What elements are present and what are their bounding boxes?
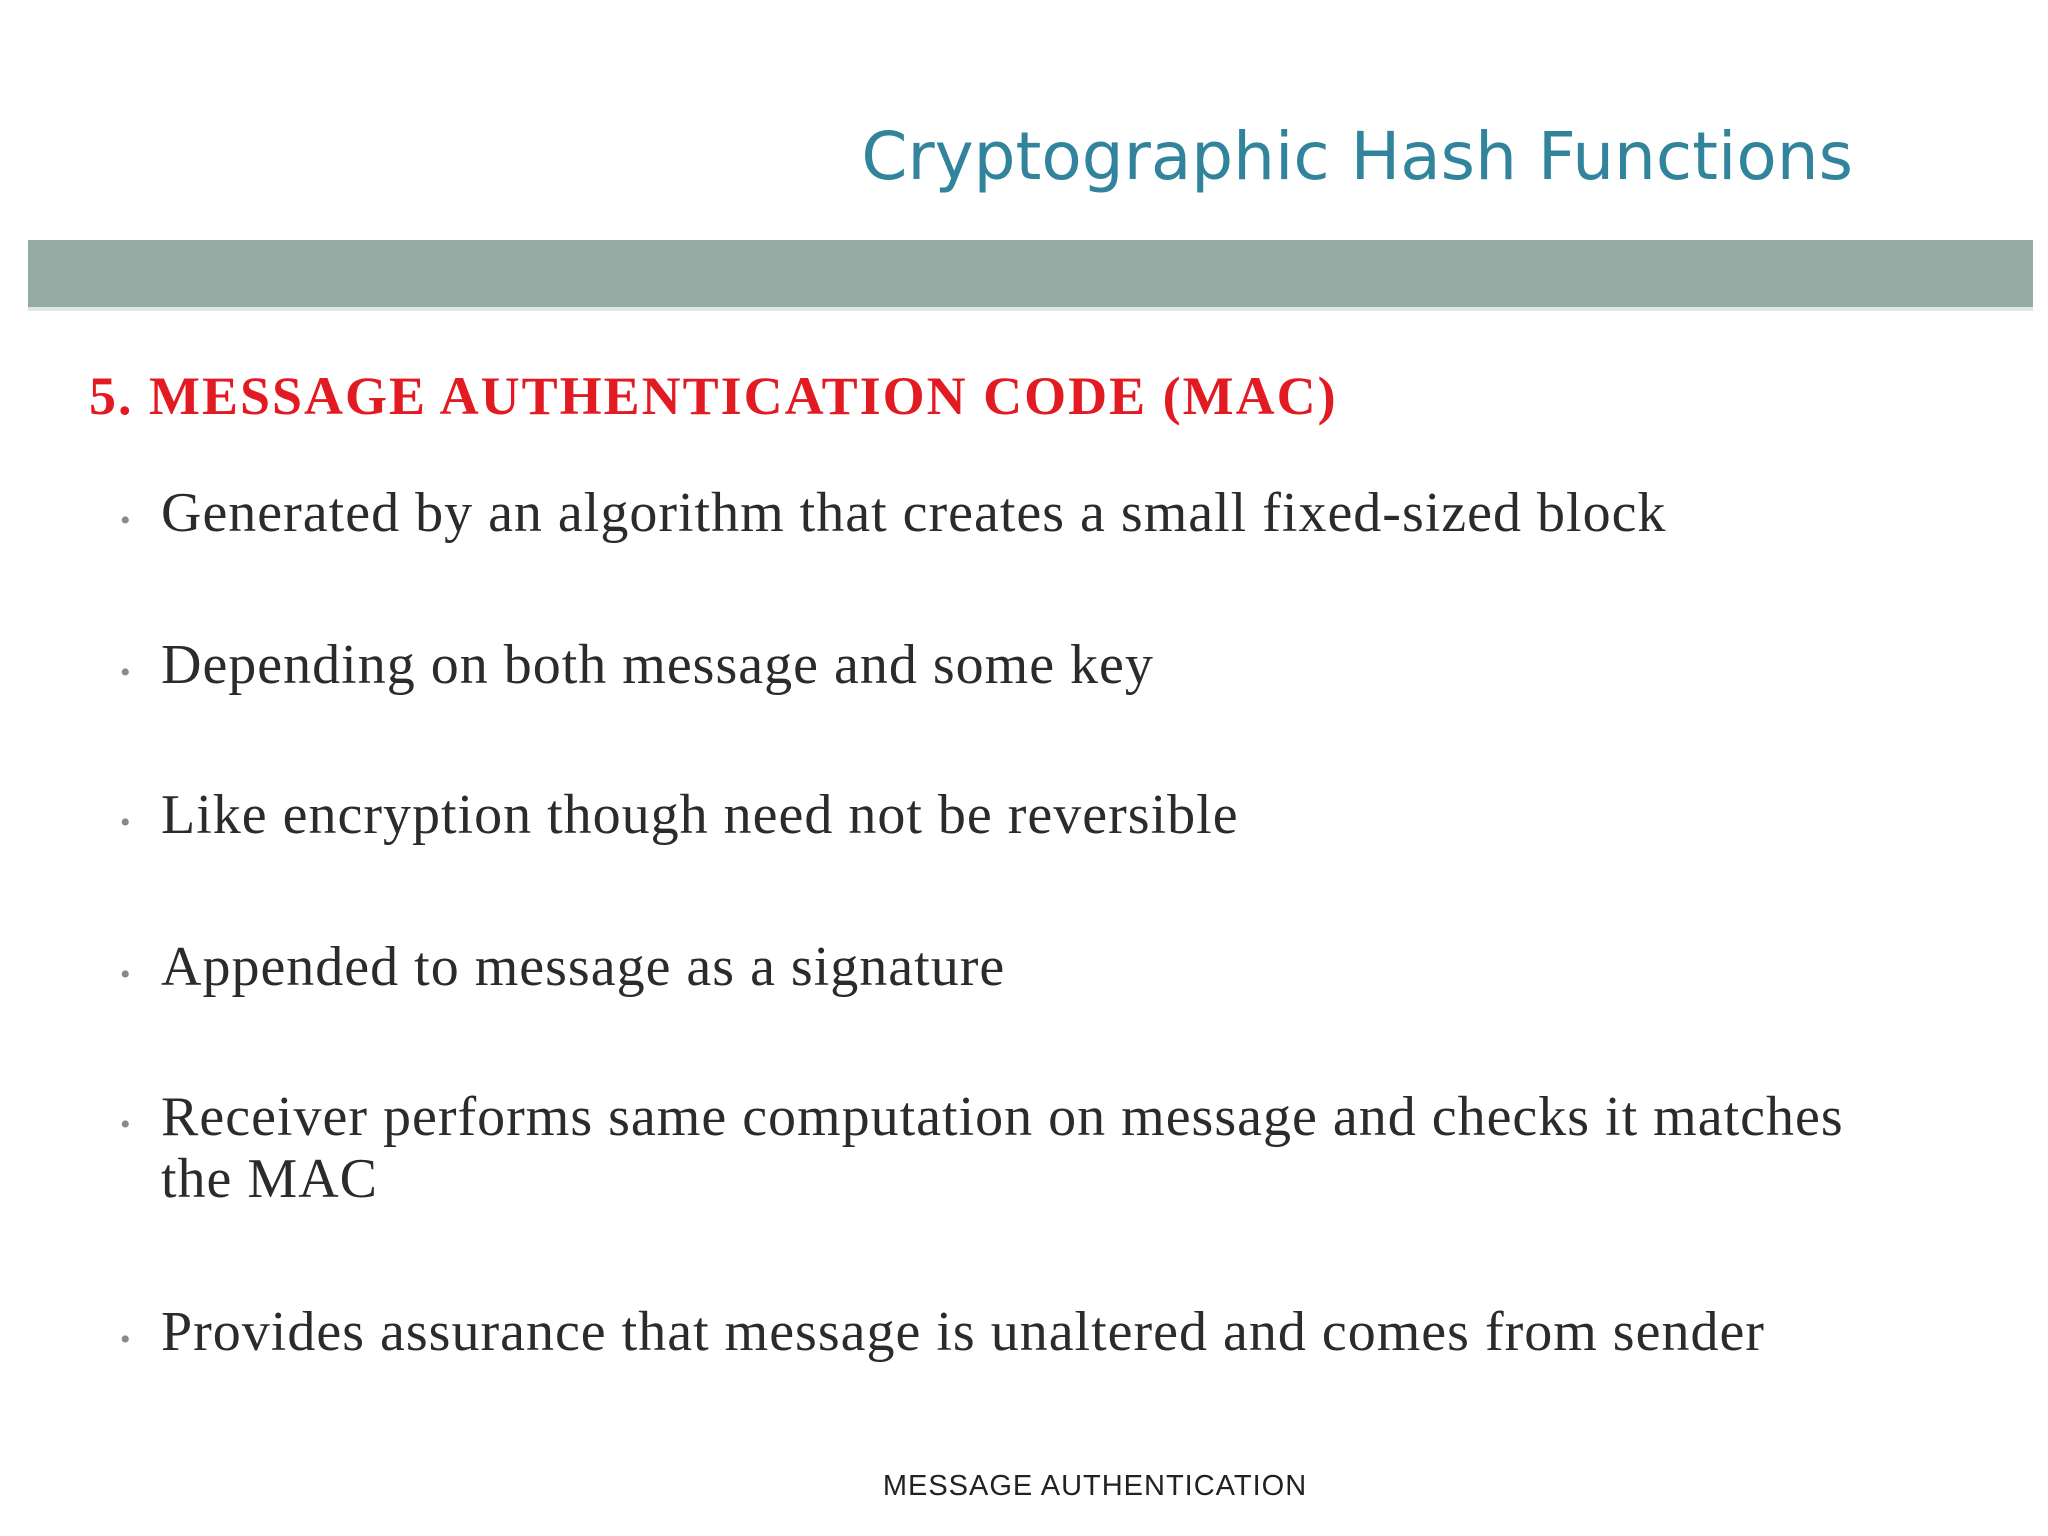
list-item [120, 784, 1900, 846]
section-heading: 5. MESSAGE AUTHENTICATION CODE (MAC) [89, 366, 1338, 426]
bullet-icon: • [120, 1108, 132, 1141]
bullet-icon: • [120, 958, 132, 991]
bullet-text: Depending on both message and some key [161, 634, 1154, 696]
list-item [120, 1301, 1900, 1363]
list-item [120, 936, 1900, 998]
slide-title: Cryptographic Hash Functions [861, 118, 1853, 195]
list-item [120, 1086, 1900, 1210]
image-caption: MESSAGE AUTHENTICATION [882, 1470, 1308, 1502]
bullet-icon: • [120, 806, 132, 839]
bullet-text: Like encryption though need not be reversible [161, 784, 1239, 846]
bullet-icon: • [120, 504, 132, 537]
bullet-text: Generated by an algorithm that creates a small fixed-sized block [161, 482, 1667, 544]
bullet-icon: • [120, 1323, 132, 1356]
bullet-text: Provides assurance that message is unaltered and comes from sender [161, 1301, 1765, 1363]
list-item [120, 634, 1900, 696]
bullet-text: Receiver performs same computation on message and checks it matches the MAC [161, 1086, 1844, 1210]
bullet-text: Appended to message as a signature [161, 936, 1006, 998]
list-item [120, 482, 1900, 544]
title-divider-bar [28, 240, 2033, 307]
bullet-icon: • [120, 656, 132, 689]
